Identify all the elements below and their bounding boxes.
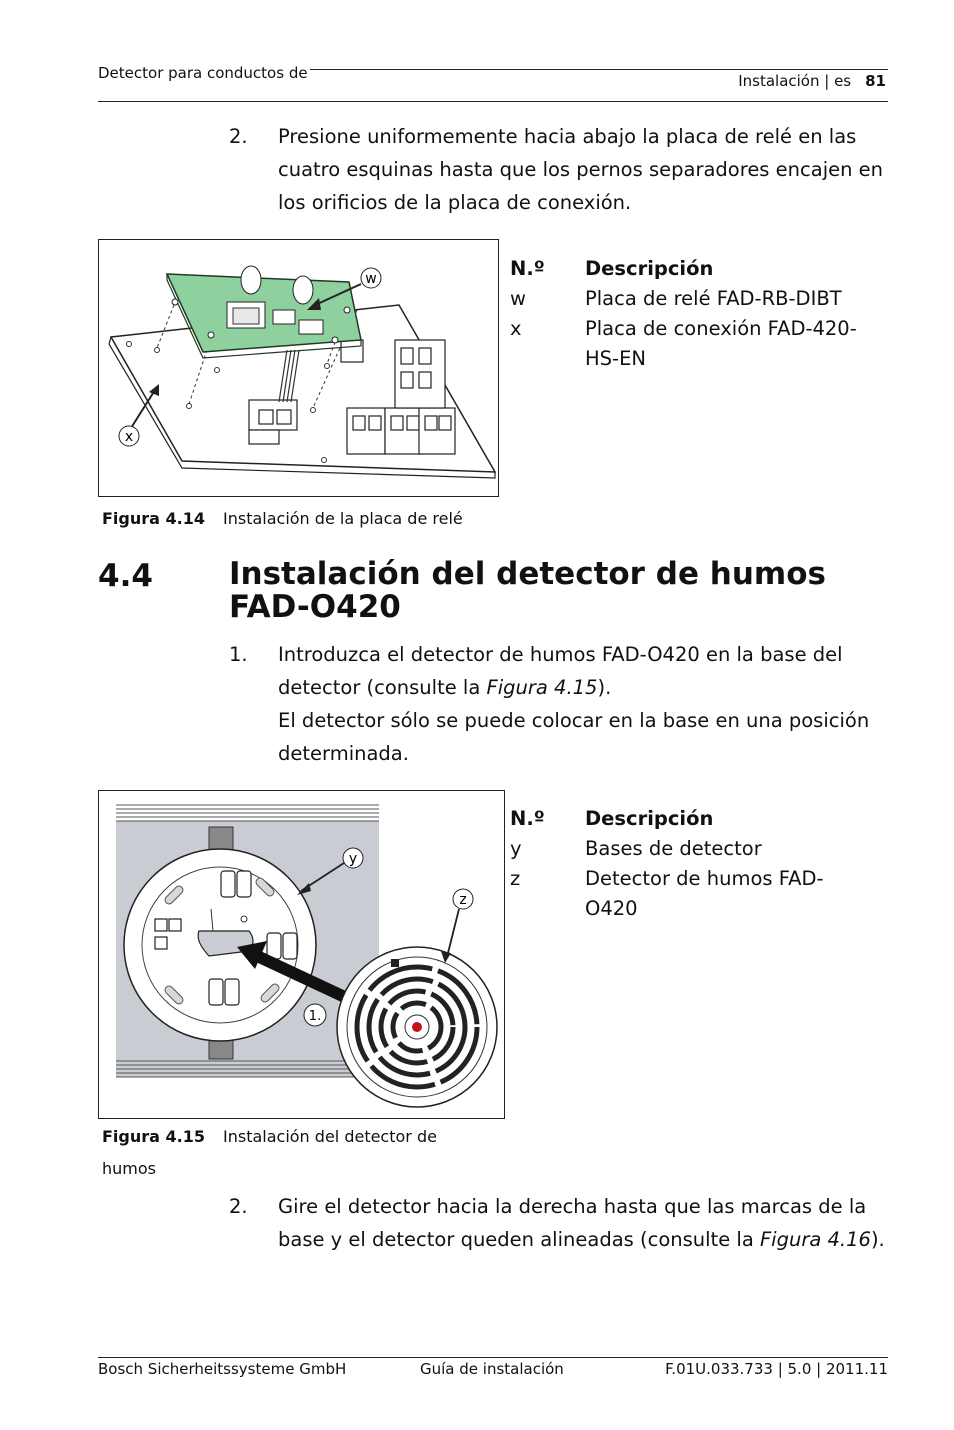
step-text-a: Gire el detector hacia la derecha hasta que las marcas de la base y el detector queden alineadas (consulte la — [278, 1195, 867, 1251]
callout-y: y — [348, 851, 358, 867]
footer-doc-title: Guía de instalación — [420, 1360, 564, 1378]
footer-rule — [98, 1357, 888, 1358]
legend-id: y — [510, 837, 522, 860]
header-rule-top — [310, 69, 888, 70]
figure-4-14-caption — [102, 503, 463, 535]
step-number: 1. — [229, 643, 248, 666]
legend-col-desc: Descripción — [585, 807, 714, 830]
callout-z: z — [459, 892, 467, 908]
legend-row — [510, 284, 885, 314]
detector-led — [412, 1022, 422, 1032]
section-title: Instalación del detector de humos FAD-O420 — [229, 556, 826, 625]
legend-id: z — [510, 867, 521, 890]
legend-desc: Placa de conexión FAD-420-HS-EN — [585, 317, 857, 370]
step-number: 2. — [229, 125, 248, 148]
legend-row — [510, 864, 885, 924]
step-text: Presione uniformemente hacia abajo la placa de relé en las cuatro esquinas hasta que los pernos separadores encajen en los orificios de la placa de conexión. — [278, 125, 884, 214]
step-text-a: Introduzca el detector de humos FAD-O420 en la base del detector (consulte la — [278, 643, 843, 699]
figure-reference: Figura 4.15 — [486, 676, 598, 699]
legend-desc: Detector de humos FAD-O420 — [585, 867, 824, 920]
step-text — [278, 638, 898, 770]
figure-4-15-image — [98, 790, 505, 1119]
legend-id: x — [510, 317, 522, 340]
caption-label: Figura 4.15 — [102, 1127, 205, 1146]
callout-1: 1. — [308, 1009, 322, 1024]
header-rule — [98, 101, 888, 102]
legend-row — [510, 314, 885, 374]
step-text-b: ). — [870, 1228, 885, 1251]
step-text-b: ). — [597, 676, 612, 699]
footer-company: Bosch Sicherheitssysteme GmbH — [98, 1360, 347, 1378]
section-number: 4.4 — [98, 558, 153, 594]
legend-id: w — [510, 287, 526, 310]
figure-4-14-legend — [510, 254, 885, 374]
figure-4-15-caption — [102, 1121, 482, 1185]
legend-header-row — [510, 254, 885, 284]
running-header-section — [738, 72, 886, 90]
footer-doc-ref: F.01U.033.733 | 5.0 | 2011.11 — [665, 1360, 888, 1378]
caption-text: Instalación del detector de humos — [102, 1127, 437, 1178]
legend-col-no: N.º — [510, 257, 545, 280]
figure-reference: Figura 4.16 — [759, 1228, 871, 1251]
step-text — [278, 1190, 898, 1256]
figure-4-15-legend — [510, 804, 885, 924]
legend-desc: Bases de detector — [585, 837, 762, 860]
page-number: 81 — [865, 72, 886, 90]
step-number: 2. — [229, 1195, 248, 1218]
figure-4-14-image — [98, 239, 499, 497]
caption-label: Figura 4.14 — [102, 509, 205, 528]
legend-col-no: N.º — [510, 807, 545, 830]
legend-desc: Placa de relé FAD-RB-DIBT — [585, 287, 842, 310]
callout-w: w — [365, 271, 377, 287]
callout-x: x — [124, 429, 134, 445]
running-header-title: Detector para conductos de — [98, 64, 308, 82]
caption-text: Instalación de la placa de relé — [223, 509, 463, 528]
relay-board-illustration — [99, 240, 498, 496]
smoke-detector-illustration — [99, 791, 504, 1118]
header-section-label: Instalación | es — [738, 72, 852, 90]
legend-row — [510, 834, 885, 864]
step-text-c: El detector sólo se puede colocar en la base en una posición determinada. — [278, 709, 870, 765]
legend-col-desc: Descripción — [585, 257, 714, 280]
legend-header-row — [510, 804, 885, 834]
